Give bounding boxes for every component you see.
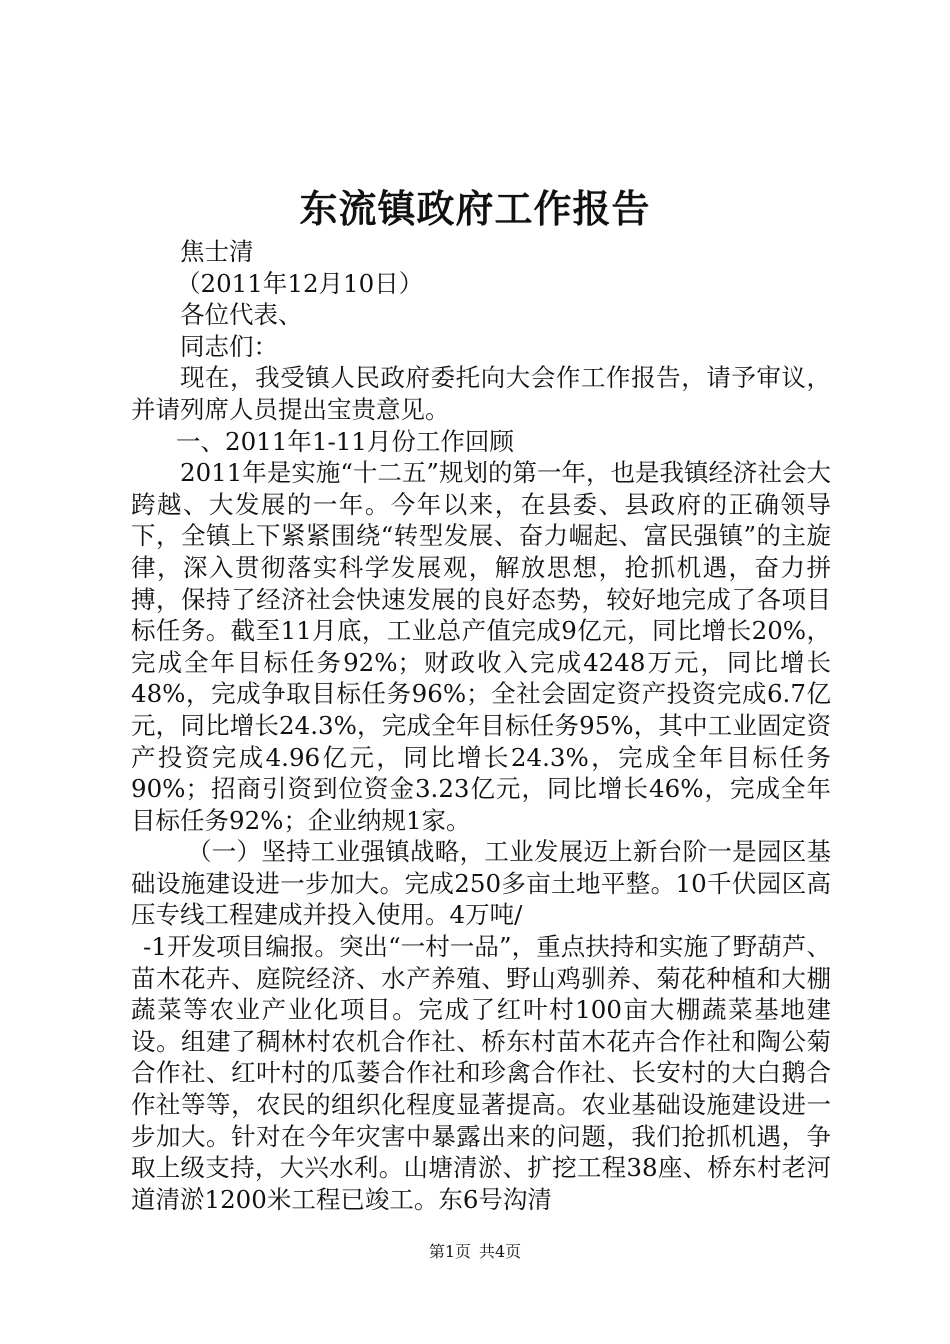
review-paragraph: 2011年是实施“十二五”规划的第一年，也是我镇经济社会大跨越、大发展的一年。今年以来，在县委、县政府的正确领导下，全镇上下紧紧围绕“转型发展、奋力崛起、富民强镇”的主旋律，深入贯彻落实科学发展观，解放思想，抢抓机遇，奋力拼搏，保持了经济社会快速发展的良好态势，较好地完成了各项目标任务。截至11月底，工业总产值完成9亿元，同比增长20%，完成全年目标任务92%；财政收入完成4248万元，同比增长48%，完成争取目标任务96%；全社会固定资产投资完成6.7亿元，同比增长24.3%，完成全年目标任务95%，其中工业固定资产投资完成4.96亿元，同比增长24.3%，完成全年目标任务90%；招商引资到位资金3.23亿元，同比增长46%，完成全年目标任务92%；企业纳规1家。 xyxy=(131,458,831,835)
salutation-delegates: 各位代表、 xyxy=(180,300,303,330)
author-name: 焦士清 xyxy=(180,237,254,266)
section-heading-review: 一、2011年1-11月份工作回顾 xyxy=(176,426,514,456)
report-date: （2011年12月10日） xyxy=(176,268,424,298)
page-total: 共4页 xyxy=(479,1242,522,1261)
document-title: 东流镇政府工作报告 xyxy=(299,186,651,231)
agriculture-paragraph: -1开发项目编报。突出“一村一品”，重点扶持和实施了野葫芦、苗木花卉、庭院经济、水产养殖、野山鸡驯养、菊花种植和大棚蔬菜等农业产业化项目。完成了红叶村100亩大棚蔬菜基地建设。组建了稠林村农机合作社、桥东村苗木花卉合作社和陶公菊合作社、红叶村的瓜蒌合作社和珍禽合作社、长安村的大白鹅合作社等等，农民的组织化程度显著提高。农业基础设施建设进一步加大。针对在今年灾害中暴露出来的问题，我们抢抓机遇，争取上级支持，大兴水利。山塘清淤、扩挖工程38座、桥东村老河道清淤1200米工程已竣工。东6号沟清 xyxy=(131,932,831,1214)
opening-paragraph: 现在，我受镇人民政府委托向大会作工作报告，请予审议，并请列席人员提出宝贵意见。 xyxy=(131,363,831,424)
document-body xyxy=(131,236,831,1215)
page-footer xyxy=(0,1241,950,1263)
page-number: 第1页 xyxy=(428,1242,471,1261)
salutation-comrades: 同志们： xyxy=(180,331,278,361)
industry-paragraph: （一）坚持工业强镇战略，工业发展迈上新台阶一是园区基础设施建设进一步加大。完成250多亩土地平整。10千伏园区高压专线工程建成并投入使用。4万吨/ xyxy=(131,837,831,930)
